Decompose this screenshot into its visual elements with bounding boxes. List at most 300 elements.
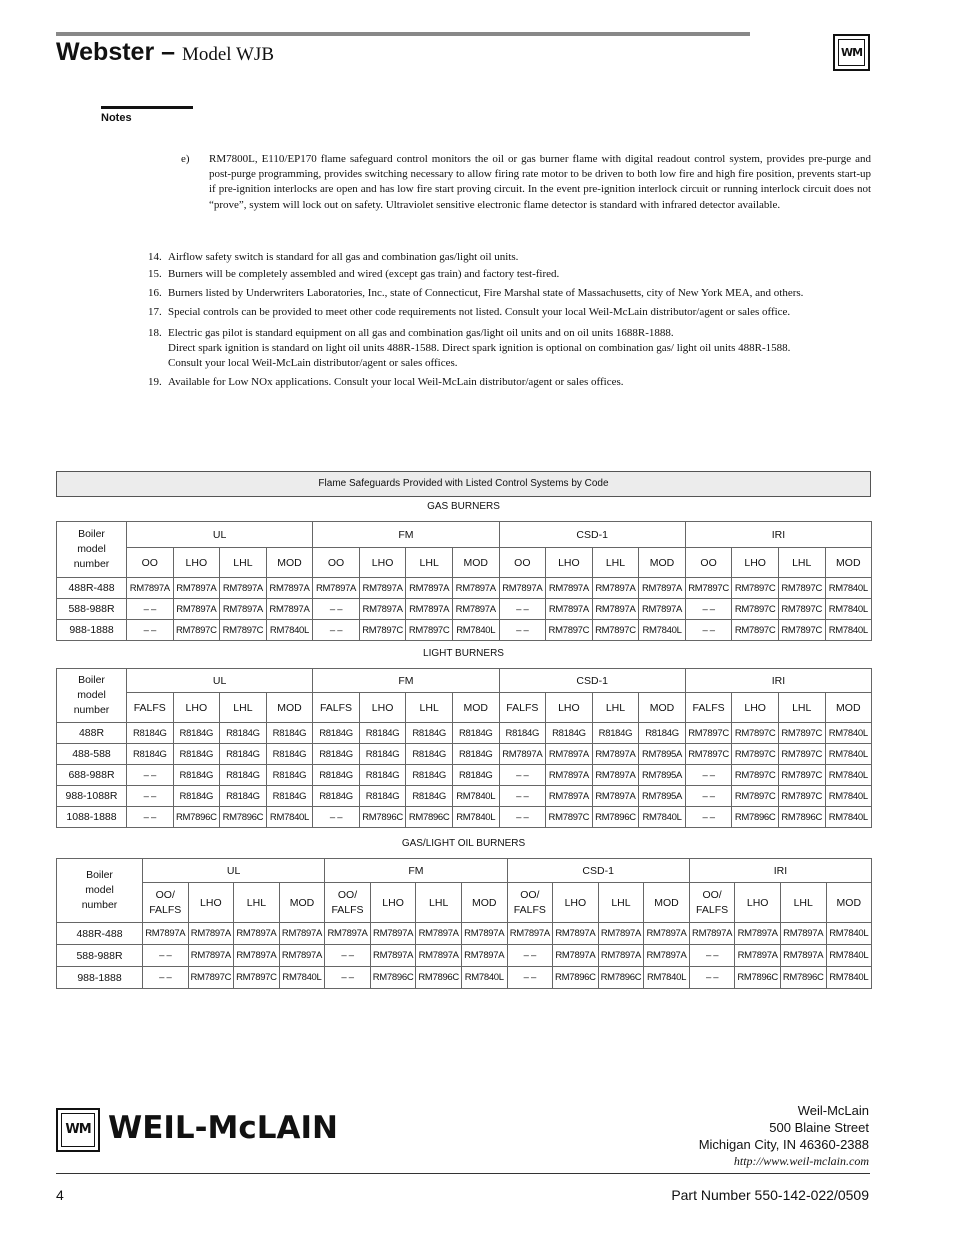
table-cell: RM7897A bbox=[406, 578, 453, 599]
note-text-line: Available for Low NOx applications. Consult your local Weil-McLain distributor/agent or sales offices. bbox=[168, 376, 624, 388]
table-cell: RM7897C bbox=[685, 578, 732, 599]
column-header-lhl: LHL bbox=[220, 548, 267, 578]
table-cell: RM7840L bbox=[461, 967, 507, 989]
column-header-mod: MOD bbox=[266, 693, 313, 723]
column-header-mod: MOD bbox=[461, 883, 507, 923]
table-cell: R8184G bbox=[313, 744, 360, 765]
boiler-model: 488R-488 bbox=[57, 923, 143, 945]
boiler-model: 988-1888 bbox=[57, 620, 127, 641]
table-cell: R8184G bbox=[313, 786, 360, 807]
header-rule bbox=[56, 32, 750, 36]
note-text-line: Electric gas pilot is standard equipment on all gas and combination gas/light oil units and on oil units 1688R-1888. bbox=[168, 327, 674, 339]
column-header-oo-falfs bbox=[507, 883, 553, 923]
table-cell: – – bbox=[313, 620, 360, 641]
note-item bbox=[148, 326, 873, 371]
code-header-csd-1: CSD-1 bbox=[507, 859, 689, 883]
note-number: 17. bbox=[148, 306, 162, 318]
table-cell: RM7897C bbox=[778, 578, 825, 599]
column-header-line: FALFS bbox=[513, 903, 546, 916]
column-header-oo-falfs bbox=[689, 883, 735, 923]
table-row bbox=[57, 945, 872, 967]
note-text-line: Special controls can be provided to meet other code requirements not listed. Consult your local Weil-McLain distributor/agent or sales office. bbox=[168, 306, 791, 318]
table-cell: R8184G bbox=[266, 765, 313, 786]
table-cell: RM7897C bbox=[732, 620, 779, 641]
table-cell: R8184G bbox=[173, 786, 220, 807]
table-cell: RM7840L bbox=[644, 967, 690, 989]
table-cell: RM7897A bbox=[359, 599, 406, 620]
table-cell: RM7896C bbox=[370, 967, 416, 989]
table-cell: RM7840L bbox=[279, 967, 325, 989]
table-cell: RM7840L bbox=[452, 786, 499, 807]
table-cell: RM7897A bbox=[592, 578, 639, 599]
table-cell: RM7840L bbox=[825, 765, 872, 786]
table-cell: RM7840L bbox=[826, 923, 872, 945]
table-cell: RM7897A bbox=[143, 923, 189, 945]
table-cell: RM7897A bbox=[220, 578, 267, 599]
column-header-oo: OO bbox=[685, 548, 732, 578]
note-number: 15. bbox=[148, 268, 162, 280]
column-header-line: FALFS bbox=[331, 903, 364, 916]
note-text-line: Consult your local Weil-McLain distributor/agent or sales offices. bbox=[168, 357, 458, 369]
table-cell: RM7897A bbox=[780, 945, 826, 967]
note-text-line: Burners listed by Underwriters Laboratories, Inc., state of Connecticut, Fire Marshal state of Massachusetts, city of New York MEA, and others. bbox=[168, 287, 804, 299]
table-cell: RM7897A bbox=[499, 578, 546, 599]
table-cell: – – bbox=[313, 599, 360, 620]
table-cell: – – bbox=[143, 967, 189, 989]
table-cell: RM7897A bbox=[266, 578, 313, 599]
column-header-lho: LHO bbox=[173, 548, 220, 578]
table-cell: – – bbox=[685, 765, 732, 786]
table-cell: RM7897A bbox=[644, 923, 690, 945]
page-title bbox=[56, 38, 274, 67]
column-header-lho: LHO bbox=[732, 693, 779, 723]
table-row bbox=[57, 599, 872, 620]
table-cell: RM7897C bbox=[778, 723, 825, 744]
table-cell: RM7897A bbox=[173, 578, 220, 599]
table-cell: RM7897A bbox=[279, 923, 325, 945]
table-cell: RM7897A bbox=[188, 923, 234, 945]
column-header-falfs: FALFS bbox=[685, 693, 732, 723]
table-cell: – – bbox=[499, 620, 546, 641]
column-header-oo: OO bbox=[127, 548, 174, 578]
table-cell: RM7897A bbox=[546, 578, 593, 599]
table-cell: RM7897A bbox=[313, 578, 360, 599]
table-cell: RM7897A bbox=[461, 945, 507, 967]
table-cell: RM7897A bbox=[234, 923, 280, 945]
table-cell: R8184G bbox=[452, 723, 499, 744]
table-cell: – – bbox=[499, 599, 546, 620]
table-cell: RM7897C bbox=[685, 744, 732, 765]
boiler-model: 988-1888 bbox=[57, 967, 143, 989]
table-cell: – – bbox=[499, 786, 546, 807]
table-cell: RM7897A bbox=[416, 923, 462, 945]
table-cell: RM7897A bbox=[188, 945, 234, 967]
table-cell: RM7897C bbox=[778, 765, 825, 786]
table-cell: RM7897A bbox=[499, 744, 546, 765]
boiler-model: 488R bbox=[57, 723, 127, 744]
column-header-lho: LHO bbox=[735, 883, 781, 923]
table-cell: R8184G bbox=[406, 786, 453, 807]
footer-rule bbox=[56, 1173, 870, 1174]
table-cell: RM7897A bbox=[546, 786, 593, 807]
note-e bbox=[181, 152, 871, 213]
company-url[interactable]: http://www.weil-mclain.com bbox=[733, 1154, 869, 1168]
column-header-mod: MOD bbox=[639, 693, 686, 723]
table-cell: RM7897A bbox=[266, 599, 313, 620]
boiler-model-number-line: number bbox=[81, 899, 118, 911]
table-cell: RM7897C bbox=[546, 620, 593, 641]
table-cell: RM7897A bbox=[127, 578, 174, 599]
column-header-line: OO/ bbox=[520, 888, 540, 901]
table-cell: RM7896C bbox=[735, 967, 781, 989]
table-caption: Flame Safeguards Provided with Listed Control Systems by Code bbox=[56, 471, 871, 497]
table-cell: R8184G bbox=[173, 723, 220, 744]
table-cell: RM7896C bbox=[359, 807, 406, 828]
boiler-model-number-line: model bbox=[77, 689, 106, 701]
column-header-line: OO/ bbox=[155, 888, 175, 901]
column-header-lhl: LHL bbox=[778, 548, 825, 578]
column-header-mod: MOD bbox=[644, 883, 690, 923]
table-cell: RM7897C bbox=[546, 807, 593, 828]
note-item bbox=[148, 375, 873, 390]
column-header-mod: MOD bbox=[825, 548, 872, 578]
footer-logo-text: WEIL-McLAIN bbox=[108, 1110, 338, 1146]
table-cell: RM7897A bbox=[553, 945, 599, 967]
column-header-lho: LHO bbox=[188, 883, 234, 923]
table-cell: RM7897C bbox=[732, 744, 779, 765]
table-cell: R8184G bbox=[266, 723, 313, 744]
note-number: 18. bbox=[148, 327, 162, 339]
table-cell: – – bbox=[685, 786, 732, 807]
note-number: 16. bbox=[148, 287, 162, 299]
table-cell: RM7840L bbox=[826, 967, 872, 989]
table-row bbox=[57, 807, 872, 828]
table-cell: R8184G bbox=[266, 786, 313, 807]
table-cell: RM7897C bbox=[234, 967, 280, 989]
table-cell: RM7897A bbox=[234, 945, 280, 967]
note-text-line: Airflow safety switch is standard for all gas and combination gas/light oil units. bbox=[168, 251, 519, 263]
column-header-lhl: LHL bbox=[234, 883, 280, 923]
column-header-lhl: LHL bbox=[406, 693, 453, 723]
column-header-line: OO/ bbox=[337, 888, 358, 901]
table-cell: RM7840L bbox=[452, 620, 499, 641]
table-cell: RM7897C bbox=[732, 723, 779, 744]
code-header-csd-1: CSD-1 bbox=[499, 522, 685, 548]
table-cell: RM7840L bbox=[825, 807, 872, 828]
table-cell: – – bbox=[127, 765, 174, 786]
boiler-model: 588-988R bbox=[57, 599, 127, 620]
column-header-lho: LHO bbox=[546, 548, 593, 578]
column-header-mod: MOD bbox=[639, 548, 686, 578]
table-cell: R8184G bbox=[359, 744, 406, 765]
table-row bbox=[57, 578, 872, 599]
table-cell: RM7897A bbox=[452, 578, 499, 599]
brand-name: Webster – bbox=[56, 38, 176, 66]
gas-light-oil-burners-title: GAS/LIGHT OIL BURNERS bbox=[401, 838, 526, 849]
column-header-mod: MOD bbox=[266, 548, 313, 578]
table-cell: RM7897A bbox=[279, 945, 325, 967]
table-cell: RM7840L bbox=[266, 807, 313, 828]
boiler-model: 988-1088R bbox=[57, 786, 127, 807]
table-cell: RM7897A bbox=[546, 599, 593, 620]
table-cell: RM7897C bbox=[732, 578, 779, 599]
notes-label: Notes bbox=[101, 112, 132, 124]
code-header-fm: FM bbox=[313, 522, 499, 548]
table-cell: R8184G bbox=[220, 723, 267, 744]
table-cell: RM7897C bbox=[778, 620, 825, 641]
table-cell: RM7897C bbox=[359, 620, 406, 641]
note-item bbox=[148, 267, 873, 282]
boiler-model-number-line: number bbox=[73, 704, 110, 716]
code-header-ul: UL bbox=[127, 522, 313, 548]
table-cell: – – bbox=[127, 599, 174, 620]
column-header-lho: LHO bbox=[173, 693, 220, 723]
table-cell: RM7897A bbox=[220, 599, 267, 620]
table-cell: RM7897A bbox=[461, 923, 507, 945]
table-cell: RM7840L bbox=[639, 620, 686, 641]
table-cell: R8184G bbox=[639, 723, 686, 744]
boiler-model-number-line: Boiler bbox=[78, 528, 105, 540]
table-cell: RM7897A bbox=[598, 945, 644, 967]
table-cell: RM7897A bbox=[598, 923, 644, 945]
table-cell: – – bbox=[685, 807, 732, 828]
column-header-lhl: LHL bbox=[406, 548, 453, 578]
column-header-falfs: FALFS bbox=[313, 693, 360, 723]
table-cell: RM7897C bbox=[732, 599, 779, 620]
note-text-line: Burners will be completely assembled and wired (except gas train) and factory test-fired. bbox=[168, 268, 560, 280]
table-cell: RM7897A bbox=[546, 744, 593, 765]
table-cell: R8184G bbox=[127, 744, 174, 765]
table-cell: RM7897A bbox=[507, 923, 553, 945]
company-address bbox=[699, 1102, 869, 1170]
table-cell: R8184G bbox=[406, 765, 453, 786]
code-header-ul: UL bbox=[127, 669, 313, 693]
note-e-label: e) bbox=[181, 153, 190, 165]
table-cell: – – bbox=[127, 620, 174, 641]
table-cell: – – bbox=[127, 807, 174, 828]
table-cell: RM7896C bbox=[778, 807, 825, 828]
table-cell: RM7897C bbox=[592, 620, 639, 641]
table-cell: RM7897C bbox=[778, 786, 825, 807]
boiler-model-number-line: model bbox=[85, 884, 114, 896]
table-row bbox=[57, 967, 872, 989]
table-cell: – – bbox=[143, 945, 189, 967]
table-cell: – – bbox=[507, 967, 553, 989]
table-cell: – – bbox=[685, 620, 732, 641]
table-cell: RM7840L bbox=[452, 807, 499, 828]
table-cell: R8184G bbox=[220, 786, 267, 807]
table-cell: RM7896C bbox=[406, 807, 453, 828]
table-cell: R8184G bbox=[359, 786, 406, 807]
table-cell: RM7897A bbox=[735, 945, 781, 967]
boiler-model: 588-988R bbox=[57, 945, 143, 967]
logo-mark: WM bbox=[838, 39, 865, 66]
table-cell: R8184G bbox=[127, 723, 174, 744]
note-item bbox=[148, 305, 873, 320]
table-row bbox=[57, 786, 872, 807]
table-cell: RM7896C bbox=[416, 967, 462, 989]
table-cell: RM7897A bbox=[325, 923, 371, 945]
note-item bbox=[148, 250, 873, 265]
address-line-2: 500 Blaine Street bbox=[769, 1120, 869, 1135]
weil-mclain-logo-icon bbox=[833, 34, 870, 71]
table-cell: R8184G bbox=[592, 723, 639, 744]
boiler-model-number-line: Boiler bbox=[78, 674, 105, 686]
table-cell: RM7895A bbox=[639, 744, 686, 765]
table-cell: R8184G bbox=[266, 744, 313, 765]
table-cell: R8184G bbox=[546, 723, 593, 744]
table-cell: RM7897A bbox=[592, 765, 639, 786]
boiler-model-number-line: Boiler bbox=[86, 869, 113, 881]
table-cell: RM7840L bbox=[825, 578, 872, 599]
code-header-iri: IRI bbox=[685, 669, 871, 693]
table-cell: RM7896C bbox=[173, 807, 220, 828]
table-cell: – – bbox=[499, 807, 546, 828]
table-row bbox=[57, 923, 872, 945]
table-cell: – – bbox=[127, 786, 174, 807]
table-cell: RM7897A bbox=[639, 599, 686, 620]
table-cell: R8184G bbox=[499, 723, 546, 744]
table-cell: RM7896C bbox=[598, 967, 644, 989]
column-header-oo: OO bbox=[313, 548, 360, 578]
table-cell: R8184G bbox=[359, 723, 406, 744]
column-header-lhl: LHL bbox=[778, 693, 825, 723]
footer-logo bbox=[56, 1108, 356, 1154]
note-number: 14. bbox=[148, 251, 162, 263]
table-cell: RM7897C bbox=[220, 620, 267, 641]
table-cell: RM7840L bbox=[639, 807, 686, 828]
table-cell: R8184G bbox=[173, 765, 220, 786]
table-cell: R8184G bbox=[406, 744, 453, 765]
table-row bbox=[57, 744, 872, 765]
table-cell: – – bbox=[499, 765, 546, 786]
table-cell: – – bbox=[685, 599, 732, 620]
table-cell: RM7896C bbox=[780, 967, 826, 989]
note-item bbox=[148, 286, 873, 301]
table-cell: RM7897A bbox=[644, 945, 690, 967]
column-header-mod: MOD bbox=[452, 548, 499, 578]
column-header-lhl: LHL bbox=[598, 883, 644, 923]
table-cell: RM7897A bbox=[639, 578, 686, 599]
column-header-lhl: LHL bbox=[592, 548, 639, 578]
table-cell: RM7840L bbox=[266, 620, 313, 641]
table-cell: – – bbox=[313, 807, 360, 828]
table-cell: RM7897C bbox=[188, 967, 234, 989]
table-cell: RM7840L bbox=[825, 620, 872, 641]
table-cell: RM7896C bbox=[732, 807, 779, 828]
table-cell: – – bbox=[689, 967, 735, 989]
column-header-mod: MOD bbox=[825, 693, 872, 723]
table-cell: RM7897C bbox=[778, 744, 825, 765]
boiler-model-number-line: number bbox=[73, 558, 110, 570]
footer-logo-mark: WM bbox=[61, 1113, 95, 1147]
table-cell: RM7897C bbox=[732, 786, 779, 807]
table-cell: RM7840L bbox=[825, 723, 872, 744]
table-row bbox=[57, 723, 872, 744]
column-header-line: FALFS bbox=[149, 903, 182, 916]
table-cell: RM7897A bbox=[592, 744, 639, 765]
table-cell: RM7840L bbox=[825, 786, 872, 807]
column-header-lho: LHO bbox=[732, 548, 779, 578]
table-cell: RM7897C bbox=[173, 620, 220, 641]
column-header-lhl: LHL bbox=[780, 883, 826, 923]
table-cell: RM7897C bbox=[406, 620, 453, 641]
weil-mclain-mark-icon bbox=[56, 1108, 100, 1152]
column-header-falfs: FALFS bbox=[499, 693, 546, 723]
table-cell: RM7897C bbox=[732, 765, 779, 786]
column-header-oo: OO bbox=[499, 548, 546, 578]
table-cell: R8184G bbox=[452, 744, 499, 765]
model-name: Model WJB bbox=[181, 44, 274, 65]
code-header-iri: IRI bbox=[689, 859, 871, 883]
column-header-mod: MOD bbox=[279, 883, 325, 923]
table-cell: RM7896C bbox=[553, 967, 599, 989]
light-burners-table bbox=[56, 668, 872, 828]
boiler-model: 1088-1888 bbox=[57, 807, 127, 828]
table-cell: R8184G bbox=[452, 765, 499, 786]
table-cell: RM7840L bbox=[826, 945, 872, 967]
column-header-oo-falfs bbox=[143, 883, 189, 923]
table-cell: RM7897A bbox=[592, 599, 639, 620]
column-header-lhl: LHL bbox=[416, 883, 462, 923]
table-cell: RM7897A bbox=[689, 923, 735, 945]
boiler-model-number-header bbox=[57, 859, 143, 923]
table-cell: RM7897C bbox=[778, 599, 825, 620]
table-cell: RM7896C bbox=[592, 807, 639, 828]
boiler-model: 488-588 bbox=[57, 744, 127, 765]
column-header-oo-falfs bbox=[325, 883, 371, 923]
table-cell: RM7897A bbox=[370, 945, 416, 967]
table-cell: RM7897A bbox=[592, 786, 639, 807]
boiler-model-number-header bbox=[57, 669, 127, 723]
table-cell: R8184G bbox=[173, 744, 220, 765]
column-header-lho: LHO bbox=[546, 693, 593, 723]
table-cell: – – bbox=[325, 967, 371, 989]
table-cell: – – bbox=[689, 945, 735, 967]
column-header-lho: LHO bbox=[553, 883, 599, 923]
table-cell: R8184G bbox=[313, 723, 360, 744]
column-header-lhl: LHL bbox=[592, 693, 639, 723]
table-cell: RM7897C bbox=[685, 723, 732, 744]
code-header-csd-1: CSD-1 bbox=[499, 669, 685, 693]
table-cell: RM7895A bbox=[639, 786, 686, 807]
table-cell: RM7897A bbox=[359, 578, 406, 599]
gas-light-oil-burners-table bbox=[56, 858, 872, 989]
note-e-text: RM7800L, E110/EP170 flame safeguard control monitors the oil or gas burner flame with digital readout control system, provides pre-purge and post-purge programming, provides switching necessary to allow firing rate motor to be driven to both low fire and high fire position, prevents start-up if pre-ignition interlocks are open and has low fire start proving circuit. In the event pre-ignition interlock circuit or running interlock circuit does not “prove”, system will lock out on safety. Ultraviolet sensitive electronic flame detector is standard with infrared detector available. bbox=[209, 153, 871, 211]
table-cell: RM7840L bbox=[825, 744, 872, 765]
table-cell: R8184G bbox=[220, 765, 267, 786]
table-cell: RM7897A bbox=[452, 599, 499, 620]
table-cell: RM7897A bbox=[553, 923, 599, 945]
column-header-falfs: FALFS bbox=[127, 693, 174, 723]
code-header-ul: UL bbox=[143, 859, 325, 883]
gas-burners-table bbox=[56, 521, 872, 641]
note-number: 19. bbox=[148, 376, 162, 388]
column-header-line: FALFS bbox=[696, 903, 729, 916]
code-header-fm: FM bbox=[325, 859, 507, 883]
notes-list bbox=[148, 250, 873, 392]
light-burners-title: LIGHT BURNERS bbox=[423, 648, 504, 659]
table-cell: – – bbox=[507, 945, 553, 967]
column-header-lho: LHO bbox=[359, 548, 406, 578]
code-header-fm: FM bbox=[313, 669, 499, 693]
address-line-3: Michigan City, IN 46360-2388 bbox=[698, 1137, 869, 1152]
note-text-line: Direct spark ignition is standard on light oil units 488R-1588. Direct spark ignition is optional on combination gas/ light oil units 488R-1588. bbox=[168, 342, 791, 354]
column-header-mod: MOD bbox=[826, 883, 872, 923]
table-cell: RM7897A bbox=[370, 923, 416, 945]
boiler-model-number-header bbox=[57, 522, 127, 578]
address-line-1: Weil-McLain bbox=[797, 1103, 869, 1118]
